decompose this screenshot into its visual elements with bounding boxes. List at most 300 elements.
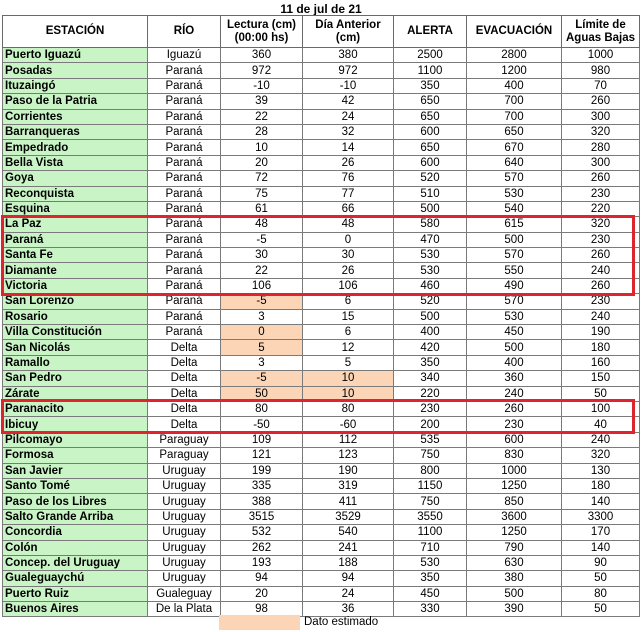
cell-river: Delta (148, 386, 221, 401)
table-row (3, 48, 640, 63)
table-row (3, 171, 640, 186)
cell-evacuation: 700 (467, 94, 562, 109)
cell-alert: 520 (394, 171, 467, 186)
legend-estimated-label: Dato estimado (304, 616, 379, 628)
cell-alert: 650 (394, 94, 467, 109)
cell-river: Paraná (148, 232, 221, 247)
cell-river: Paraná (148, 201, 221, 216)
cell-previous: 112 (303, 432, 394, 447)
table-row (3, 217, 640, 232)
cell-previous: 94 (303, 571, 394, 586)
cell-evacuation: 500 (467, 586, 562, 601)
cell-low-limit: 280 (562, 140, 640, 155)
cell-alert: 2500 (394, 48, 467, 63)
cell-station: San Nicolás (3, 340, 148, 355)
cell-low-limit: 230 (562, 186, 640, 201)
cell-low-limit: 150 (562, 371, 640, 386)
cell-low-limit: 100 (562, 401, 640, 416)
cell-reading: 360 (221, 48, 303, 63)
cell-previous: 15 (303, 309, 394, 324)
cell-alert: 350 (394, 571, 467, 586)
table-row (3, 401, 640, 416)
cell-reading: 72 (221, 171, 303, 186)
table-row (3, 448, 640, 463)
cell-evacuation: 240 (467, 386, 562, 401)
cell-reading: 48 (221, 217, 303, 232)
cell-previous: 106 (303, 278, 394, 293)
table-row (3, 325, 640, 340)
cell-reading: 22 (221, 109, 303, 124)
table-body (3, 48, 640, 617)
cell-low-limit: 90 (562, 555, 640, 570)
cell-station: Puerto Iguazú (3, 48, 148, 63)
cell-evacuation: 850 (467, 494, 562, 509)
cell-river: Uruguay (148, 478, 221, 493)
table-row (3, 386, 640, 401)
cell-river: Paraná (148, 263, 221, 278)
cell-low-limit: 240 (562, 432, 640, 447)
cell-reading: 193 (221, 555, 303, 570)
cell-station: Victoria (3, 278, 148, 293)
cell-station: Paranacito (3, 401, 148, 416)
cell-alert: 600 (394, 155, 467, 170)
cell-low-limit: 230 (562, 232, 640, 247)
cell-alert: 650 (394, 109, 467, 124)
table-row (3, 263, 640, 278)
cell-station: Formosa (3, 448, 148, 463)
cell-alert: 350 (394, 78, 467, 93)
cell-alert: 520 (394, 294, 467, 309)
cell-low-limit: 980 (562, 63, 640, 78)
table-row (3, 63, 640, 78)
legend-estimated-swatch (219, 615, 300, 630)
table-row (3, 463, 640, 478)
cell-station: San Lorenzo (3, 294, 148, 309)
cell-alert: 420 (394, 340, 467, 355)
cell-previous: 190 (303, 463, 394, 478)
cell-reading: 121 (221, 448, 303, 463)
cell-alert: 470 (394, 232, 467, 247)
cell-alert: 220 (394, 386, 467, 401)
cell-station: Puerto Ruiz (3, 586, 148, 601)
cell-previous: 32 (303, 124, 394, 139)
cell-river: Paraná (148, 278, 221, 293)
cell-low-limit: 190 (562, 325, 640, 340)
cell-station: Ibicuy (3, 417, 148, 432)
cell-river: Uruguay (148, 509, 221, 524)
cell-evacuation: 390 (467, 602, 562, 617)
cell-river: Delta (148, 401, 221, 416)
table-row (3, 494, 640, 509)
cell-alert: 1150 (394, 478, 467, 493)
cell-previous: 188 (303, 555, 394, 570)
cell-evacuation: 1250 (467, 525, 562, 540)
cell-river: Paraná (148, 140, 221, 155)
cell-evacuation: 550 (467, 263, 562, 278)
cell-river: Uruguay (148, 463, 221, 478)
cell-station: Santo Tomé (3, 478, 148, 493)
cell-station: San Javier (3, 463, 148, 478)
cell-alert: 580 (394, 217, 467, 232)
cell-river: Paraná (148, 124, 221, 139)
cell-reading: 30 (221, 248, 303, 263)
cell-previous: 6 (303, 294, 394, 309)
cell-alert: 800 (394, 463, 467, 478)
cell-low-limit: 50 (562, 571, 640, 586)
cell-station: Diamante (3, 263, 148, 278)
cell-previous: 80 (303, 401, 394, 416)
cell-reading: -5 (221, 294, 303, 309)
cell-river: Delta (148, 371, 221, 386)
cell-evacuation: 530 (467, 186, 562, 201)
cell-previous: 77 (303, 186, 394, 201)
table-row (3, 417, 640, 432)
cell-reading: 22 (221, 263, 303, 278)
cell-evacuation: 380 (467, 571, 562, 586)
cell-alert: 350 (394, 355, 467, 370)
table-row (3, 602, 640, 617)
cell-river: Delta (148, 417, 221, 432)
cell-evacuation: 2800 (467, 48, 562, 63)
cell-alert: 230 (394, 401, 467, 416)
cell-alert: 650 (394, 140, 467, 155)
cell-evacuation: 450 (467, 325, 562, 340)
cell-reading: -50 (221, 417, 303, 432)
cell-river: Uruguay (148, 571, 221, 586)
cell-evacuation: 530 (467, 309, 562, 324)
cell-alert: 1100 (394, 525, 467, 540)
cell-evacuation: 500 (467, 232, 562, 247)
cell-low-limit: 240 (562, 309, 640, 324)
cell-evacuation: 615 (467, 217, 562, 232)
cell-evacuation: 360 (467, 371, 562, 386)
cell-previous: 411 (303, 494, 394, 509)
cell-evacuation: 1000 (467, 463, 562, 478)
cell-alert: 750 (394, 494, 467, 509)
cell-low-limit: 80 (562, 586, 640, 601)
cell-reading: 5 (221, 340, 303, 355)
report-date: 11 de jul de 21 (280, 2, 362, 16)
cell-low-limit: 130 (562, 463, 640, 478)
cell-previous: 241 (303, 540, 394, 555)
cell-previous: 66 (303, 201, 394, 216)
cell-previous: 12 (303, 340, 394, 355)
cell-reading: 28 (221, 124, 303, 139)
cell-alert: 530 (394, 248, 467, 263)
table-row (3, 78, 640, 93)
cell-station: Concep. del Uruguay (3, 555, 148, 570)
cell-river: Paraná (148, 63, 221, 78)
cell-alert: 460 (394, 278, 467, 293)
cell-low-limit: 50 (562, 602, 640, 617)
cell-previous: 319 (303, 478, 394, 493)
cell-reading: 388 (221, 494, 303, 509)
cell-reading: 75 (221, 186, 303, 201)
cell-evacuation: 570 (467, 294, 562, 309)
cell-low-limit: 170 (562, 525, 640, 540)
cell-station: Concordia (3, 525, 148, 540)
cell-alert: 535 (394, 432, 467, 447)
table-row (3, 478, 640, 493)
cell-river: Paraná (148, 78, 221, 93)
cell-evacuation: 700 (467, 109, 562, 124)
cell-evacuation: 400 (467, 78, 562, 93)
table-row (3, 186, 640, 201)
cell-station: Bella Vista (3, 155, 148, 170)
cell-station: Zárate (3, 386, 148, 401)
cell-reading: 98 (221, 602, 303, 617)
cell-station: Reconquista (3, 186, 148, 201)
table-row (3, 586, 640, 601)
cell-reading: 199 (221, 463, 303, 478)
cell-station: Paso de la Patria (3, 94, 148, 109)
cell-evacuation: 640 (467, 155, 562, 170)
cell-evacuation: 400 (467, 355, 562, 370)
table-row (3, 94, 640, 109)
cell-evacuation: 540 (467, 201, 562, 216)
cell-reading: 20 (221, 586, 303, 601)
cell-reading: 972 (221, 63, 303, 78)
cell-low-limit: 3300 (562, 509, 640, 524)
cell-evacuation: 260 (467, 401, 562, 416)
cell-low-limit: 70 (562, 78, 640, 93)
cell-previous: 5 (303, 355, 394, 370)
cell-reading: -5 (221, 232, 303, 247)
cell-previous: 972 (303, 63, 394, 78)
cell-alert: 1100 (394, 63, 467, 78)
cell-river: De la Plata (148, 602, 221, 617)
cell-previous: 24 (303, 586, 394, 601)
cell-evacuation: 790 (467, 540, 562, 555)
cell-station: Paso de los Libres (3, 494, 148, 509)
table-row (3, 571, 640, 586)
cell-station: Buenos Aires (3, 602, 148, 617)
cell-river: Delta (148, 340, 221, 355)
cell-low-limit: 320 (562, 217, 640, 232)
cell-station: Ituzaingó (3, 78, 148, 93)
table-row (3, 248, 640, 263)
table-row (3, 232, 640, 247)
cell-low-limit: 260 (562, 171, 640, 186)
header-alert: ALERTA (394, 16, 467, 48)
cell-alert: 750 (394, 448, 467, 463)
cell-evacuation: 600 (467, 432, 562, 447)
cell-low-limit: 320 (562, 124, 640, 139)
table-row (3, 509, 640, 524)
cell-river: Delta (148, 355, 221, 370)
header-station: ESTACIÓN (3, 16, 148, 48)
cell-reading: 20 (221, 155, 303, 170)
cell-alert: 200 (394, 417, 467, 432)
table-row (3, 371, 640, 386)
cell-evacuation: 630 (467, 555, 562, 570)
cell-low-limit: 180 (562, 340, 640, 355)
cell-reading: 3515 (221, 509, 303, 524)
cell-river: Iguazú (148, 48, 221, 63)
cell-river: Paraguay (148, 448, 221, 463)
cell-alert: 3550 (394, 509, 467, 524)
cell-previous: 36 (303, 602, 394, 617)
cell-river: Uruguay (148, 540, 221, 555)
cell-previous: 3529 (303, 509, 394, 524)
cell-station: Posadas (3, 63, 148, 78)
table-row (3, 124, 640, 139)
header-previous: Día Anterior (cm) (303, 16, 394, 48)
cell-evacuation: 830 (467, 448, 562, 463)
cell-previous: 10 (303, 386, 394, 401)
table-row (3, 109, 640, 124)
table-row (3, 432, 640, 447)
cell-reading: 109 (221, 432, 303, 447)
cell-previous: 30 (303, 248, 394, 263)
cell-previous: 10 (303, 371, 394, 386)
cell-alert: 500 (394, 309, 467, 324)
cell-station: Ramallo (3, 355, 148, 370)
cell-reading: 3 (221, 355, 303, 370)
cell-reading: 50 (221, 386, 303, 401)
cell-alert: 510 (394, 186, 467, 201)
cell-reading: 39 (221, 94, 303, 109)
cell-station: La Paz (3, 217, 148, 232)
cell-alert: 400 (394, 325, 467, 340)
table-row (3, 355, 640, 370)
cell-low-limit: 40 (562, 417, 640, 432)
cell-station: Empedrado (3, 140, 148, 155)
cell-station: Colón (3, 540, 148, 555)
cell-river: Paraná (148, 186, 221, 201)
cell-previous: 24 (303, 109, 394, 124)
cell-station: Esquina (3, 201, 148, 216)
cell-low-limit: 140 (562, 494, 640, 509)
cell-low-limit: 160 (562, 355, 640, 370)
cell-previous: 76 (303, 171, 394, 186)
cell-river: Paraguay (148, 432, 221, 447)
table-row (3, 140, 640, 155)
cell-river: Paraná (148, 109, 221, 124)
table-row (3, 555, 640, 570)
cell-low-limit: 260 (562, 278, 640, 293)
cell-station: Goya (3, 171, 148, 186)
cell-previous: -10 (303, 78, 394, 93)
cell-previous: 380 (303, 48, 394, 63)
cell-station: Barranqueras (3, 124, 148, 139)
cell-low-limit: 220 (562, 201, 640, 216)
cell-river: Paraná (148, 325, 221, 340)
cell-previous: 48 (303, 217, 394, 232)
cell-river: Paraná (148, 155, 221, 170)
cell-previous: 26 (303, 263, 394, 278)
table-row (3, 278, 640, 293)
river-levels-table (2, 15, 640, 617)
cell-reading: 335 (221, 478, 303, 493)
cell-evacuation: 1200 (467, 63, 562, 78)
cell-low-limit: 300 (562, 155, 640, 170)
cell-previous: 0 (303, 232, 394, 247)
cell-previous: 14 (303, 140, 394, 155)
cell-reading: 262 (221, 540, 303, 555)
cell-river: Gualeguay (148, 586, 221, 601)
cell-station: Pilcomayo (3, 432, 148, 447)
cell-alert: 450 (394, 586, 467, 601)
cell-evacuation: 570 (467, 248, 562, 263)
table-row (3, 340, 640, 355)
header-reading: Lectura (cm) (00:00 hs) (221, 16, 303, 48)
table-row (3, 294, 640, 309)
cell-alert: 340 (394, 371, 467, 386)
cell-station: Gualeguaychú (3, 571, 148, 586)
cell-station: Rosario (3, 309, 148, 324)
cell-reading: 3 (221, 309, 303, 324)
cell-alert: 330 (394, 602, 467, 617)
cell-previous: 6 (303, 325, 394, 340)
header-river: RÍO (148, 16, 221, 48)
cell-alert: 530 (394, 263, 467, 278)
cell-station: San Pedro (3, 371, 148, 386)
cell-low-limit: 1000 (562, 48, 640, 63)
cell-evacuation: 230 (467, 417, 562, 432)
header-low-limit: Límite de Aguas Bajas (562, 16, 640, 48)
cell-low-limit: 180 (562, 478, 640, 493)
cell-station: Salto Grande Arriba (3, 509, 148, 524)
cell-previous: -60 (303, 417, 394, 432)
cell-river: Uruguay (148, 525, 221, 540)
cell-river: Paraná (148, 309, 221, 324)
cell-previous: 26 (303, 155, 394, 170)
header-row (3, 16, 640, 48)
table-row (3, 525, 640, 540)
cell-reading: 61 (221, 201, 303, 216)
cell-evacuation: 490 (467, 278, 562, 293)
cell-river: Paraná (148, 217, 221, 232)
cell-alert: 710 (394, 540, 467, 555)
cell-evacuation: 3600 (467, 509, 562, 524)
cell-reading: 106 (221, 278, 303, 293)
cell-alert: 600 (394, 124, 467, 139)
cell-river: Uruguay (148, 555, 221, 570)
cell-evacuation: 650 (467, 124, 562, 139)
cell-reading: 94 (221, 571, 303, 586)
cell-station: Villa Constitución (3, 325, 148, 340)
cell-low-limit: 260 (562, 94, 640, 109)
cell-alert: 500 (394, 201, 467, 216)
cell-low-limit: 230 (562, 294, 640, 309)
cell-reading: -5 (221, 371, 303, 386)
cell-river: Paraná (148, 294, 221, 309)
header-evacuation: EVACUACIÓN (467, 16, 562, 48)
table-row (3, 201, 640, 216)
cell-evacuation: 1250 (467, 478, 562, 493)
cell-reading: 10 (221, 140, 303, 155)
cell-evacuation: 570 (467, 171, 562, 186)
cell-low-limit: 260 (562, 248, 640, 263)
cell-evacuation: 670 (467, 140, 562, 155)
cell-station: Paraná (3, 232, 148, 247)
cell-alert: 530 (394, 555, 467, 570)
cell-river: Paraná (148, 248, 221, 263)
cell-low-limit: 320 (562, 448, 640, 463)
cell-previous: 540 (303, 525, 394, 540)
cell-low-limit: 50 (562, 386, 640, 401)
cell-previous: 123 (303, 448, 394, 463)
cell-low-limit: 300 (562, 109, 640, 124)
cell-evacuation: 500 (467, 340, 562, 355)
table-row (3, 155, 640, 170)
cell-station: Santa Fe (3, 248, 148, 263)
table-row (3, 309, 640, 324)
cell-reading: 0 (221, 325, 303, 340)
cell-station: Corrientes (3, 109, 148, 124)
cell-reading: -10 (221, 78, 303, 93)
